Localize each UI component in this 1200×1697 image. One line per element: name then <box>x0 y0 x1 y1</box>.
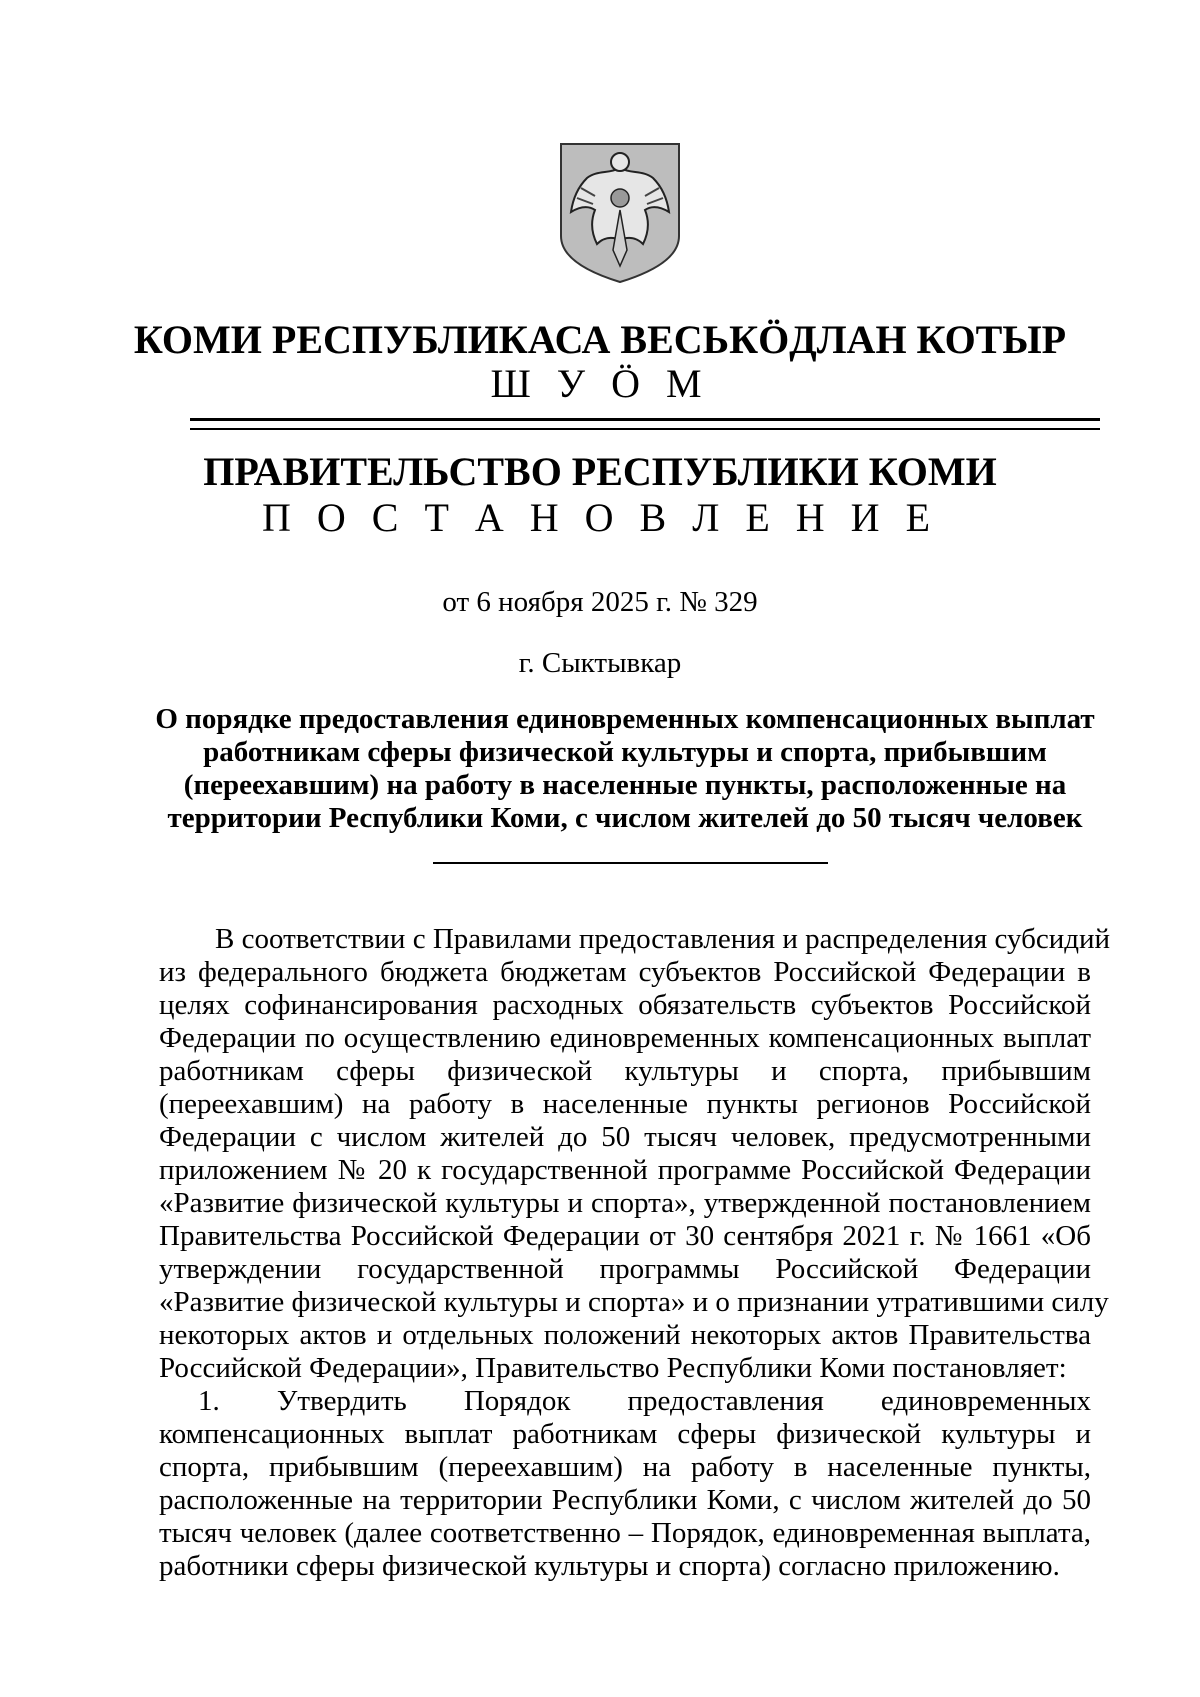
document-city: г. Сыктывкар <box>518 647 682 679</box>
title-line: (переехавшим) на работу в населенные пункты, расположенные на <box>183 769 1067 801</box>
body-line: «Развитие физической культуры и спорта» и о признании утратившими силу <box>159 1286 1109 1318</box>
document-date-number: от 6 ноября 2025 г. № 329 <box>442 586 758 618</box>
body-line: тысяч человек (далее соответственно – Порядок, единовременная выплата, <box>159 1517 1091 1549</box>
body-line: из федерального бюджета бюджетам субъектов Российской Федерации в <box>159 956 1091 988</box>
body-line: (переехавшим) на работу в населенные пункты регионов Российской <box>159 1088 1091 1120</box>
body-line: некоторых актов и отдельных положений некоторых актов Правительства <box>159 1319 1091 1351</box>
body-line: работники сферы физической культуры и спорта) согласно приложению. <box>159 1550 1060 1582</box>
body-line: компенсационных выплат работникам сферы физической культуры и <box>159 1418 1091 1450</box>
coat-of-arms-emblem <box>557 140 683 286</box>
document-body <box>159 923 1111 1583</box>
body-line: приложением № 20 к государственной программе Российской Федерации <box>159 1154 1091 1186</box>
body-line: Российской Федерации», Правительство Республики Коми постановляет: <box>159 1352 1067 1384</box>
document-type: П О С Т А Н О В Л Е Н И Е <box>262 495 938 540</box>
government-title: ПРАВИТЕЛЬСТВО РЕСПУБЛИКИ КОМИ <box>203 449 997 494</box>
body-line: расположенные на территории Республики Коми, с числом жителей до 50 <box>159 1484 1091 1516</box>
title-underline <box>433 862 828 864</box>
body-line: работникам сферы физической культуры и спорта, прибывшим <box>159 1055 1091 1087</box>
title-line: О порядке предоставления единовременных компенсационных выплат <box>155 703 1095 735</box>
document-title <box>150 703 1100 835</box>
body-line: целях софинансирования расходных обязательств субъектов Российской <box>159 989 1091 1021</box>
body-line: 1. Утвердить Порядок предоставления единовременных <box>198 1385 1091 1417</box>
body-line: В соответствии с Правилами предоставления и распределения субсидий <box>215 923 1111 955</box>
body-line: утверждении государственной программы Российской Федерации <box>159 1253 1091 1285</box>
body-line: Федерации по осуществлению единовременных компенсационных выплат <box>159 1022 1091 1054</box>
komi-language-title: КОМИ РЕСПУБЛИКАСА ВЕСЬКӦДЛАН КОТЫР <box>133 317 1067 362</box>
body-line: спорта, прибывшим (переехавшим) на работу в населенные пункты, <box>159 1451 1091 1483</box>
body-line: Правительства Российской Федерации от 30 сентября 2021 г. № 1661 «Об <box>159 1220 1091 1252</box>
header-double-rule-bottom <box>190 428 1100 430</box>
title-line: территории Республики Коми, с числом жителей до 50 тысяч человек <box>167 802 1083 834</box>
body-line: «Развитие физической культуры и спорта», утвержденной постановлением <box>159 1187 1091 1219</box>
body-line: Федерации с числом жителей до 50 тысяч человек, предусмотренными <box>159 1121 1091 1153</box>
header-double-rule-top <box>190 418 1100 421</box>
komi-language-subtitle: Ш У Ӧ М <box>490 361 710 406</box>
title-line: работникам сферы физической культуры и спорта, прибывшим <box>203 736 1047 768</box>
